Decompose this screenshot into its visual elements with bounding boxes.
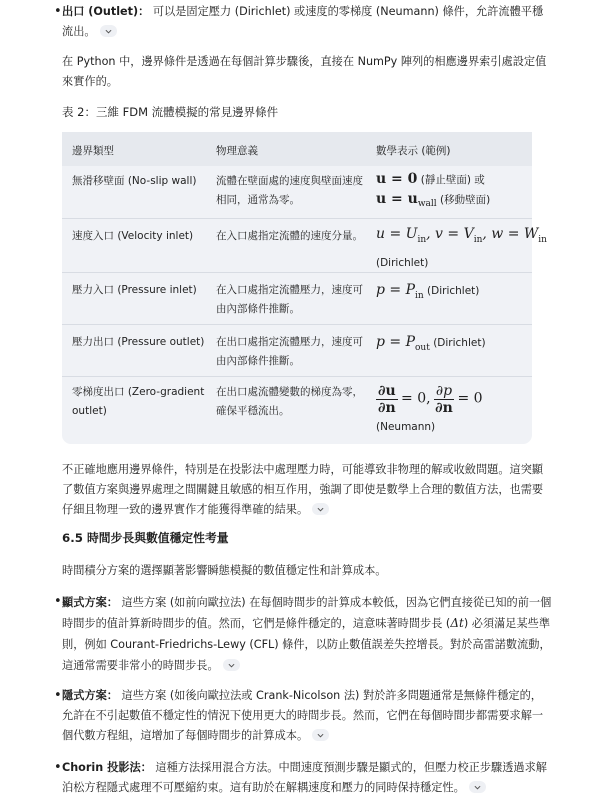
bullet-term: 顯式方案： [62,596,118,609]
bullet-dot: • [54,760,62,775]
explicit-bullet: • 顯式方案： 這些方案 (如前向歐拉法) 在每個時間步的計算成本較低，因為它們直接從已知的前一個時間步的值計算新時間步的值。然而，它們是條件穩定的，這意味著時間步長 (Δt) 必須滿足某些準則，例如 Courant-Friedrichs-Lewy (CFL) 條件，以防止數值誤差失控增長。對於高雷諾數流動，這通常需要非常小的時間步長。 [54,594,552,672]
chevron-down-icon[interactable] [469,781,486,793]
bullet-term: Chorin 投影法： [62,761,152,774]
row-math: $u = U_{in}$, $v = V_{in}$, $w = W_{in}$ (Dirichlet) [376,226,547,269]
chevron-down-icon[interactable] [312,503,329,515]
table-row [62,166,532,218]
row-meaning: 在入口處指定流體壓力，速度可由內部條件推斷。 [216,284,363,315]
header-type: 邊界類型 [72,145,114,157]
bullet-dot: • [54,688,62,703]
row-math: $p = P_{in}$ (Dirichlet) [376,282,480,301]
row-math: $p = P_{out}$ (Dirichlet) [376,334,486,353]
row-type: 壓力出口 (Pressure outlet) [72,336,205,348]
table-caption: 表 2：三維 FDM 流體模擬的常見邊界條件 [62,105,279,119]
boundary-conditions-table [62,132,547,444]
chorin-bullet: • Chorin 投影法： 這種方法採用混合方法。中間速度預測步驟是顯式的，但壓力校正步驟透過求解泊松方程隱式處理不可壓縮約束。這有助於在解耦速度和壓力的同時保持穩定性。 [54,760,547,794]
implicit-bullet: • 隱式方案： 這些方案 (如後向歐拉法或 Crank-Nicolson 法) 對於許多問題通常是無條件穩定的，允許在不引起數值不穩定性的情況下使用更大的時間步長。然而，它們在每個時間步都需要求解一個代數方程組，這增加了每個時間步的計算成本。 [54,688,544,742]
bullet-text: 可以是固定壓力 (Dirichlet) 或速度的零梯度 (Neumann) 條件，允許流體平穩流出。 [62,5,544,38]
section-heading: 6.5 時間步長與數值穩定性考量 [62,531,229,545]
header-math: 數學表示 (範例) [376,145,451,157]
outlet-bullet [54,2,552,42]
row-type: 速度入口 (Velocity inlet) [72,230,194,242]
warning-paragraph: 不正確地應用邊界條件，特別是在投影法中處理壓力時，可能導致非物理的解或收斂問題。這突顯了數值方案與邊界處理之間關鍵且敏感的相互作用，強調了即使是數學上合理的數值方法，也需要仔細且物理一致的邊界實作才能獲得準確的結果。 [62,463,544,516]
chevron-down-icon[interactable] [100,25,117,37]
chevron-down-icon[interactable] [223,659,240,671]
chevron-down-icon[interactable] [312,729,329,741]
row-type: 零梯度出口 (Zero-gradient outlet) [72,386,205,417]
row-math: u = 0 (靜止壁面) 或 $u = u_{wall}$ (移動壁面) [376,171,491,210]
table-row [62,218,547,273]
row-type: 無滑移壁面 (No-slip wall) [72,175,197,187]
header-meaning: 物理意義 [216,145,258,157]
row-math: $\frac{\partial u}{\partial n}$ = 0, $\frac{\partial p}{\partial n}$ = 0 (Neumann) [376,383,483,433]
bullet-dot: • [54,594,62,609]
section-intro: 時間積分方案的選擇顯著影響瞬態模擬的數值穩定性和計算成本。 [62,564,387,577]
table-row [62,324,532,377]
table-row [62,376,532,445]
row-meaning: 在入口處指定流體的速度分量。 [216,230,363,242]
intro-paragraph: 在 Python 中，邊界條件是透過在每個計算步驟後，直接在 NumPy 陣列的相應邊界索引處設定值來實作的。 [62,55,547,88]
table-row [62,272,532,325]
row-meaning: 在出口處流體變數的梯度為零，確保平穩流出。 [216,386,363,417]
row-meaning: 在出口處指定流體壓力，速度可由內部條件推斷。 [216,336,363,367]
bullet-term: 出口 (Outlet)： [62,5,150,18]
bullet-term: 隱式方案： [62,689,118,702]
row-meaning: 流體在壁面處的速度與壁面速度相同，通常為零。 [216,175,363,206]
bullet-dot: • [54,4,62,19]
row-type: 壓力入口 (Pressure inlet) [72,284,197,296]
table-header [62,132,532,166]
